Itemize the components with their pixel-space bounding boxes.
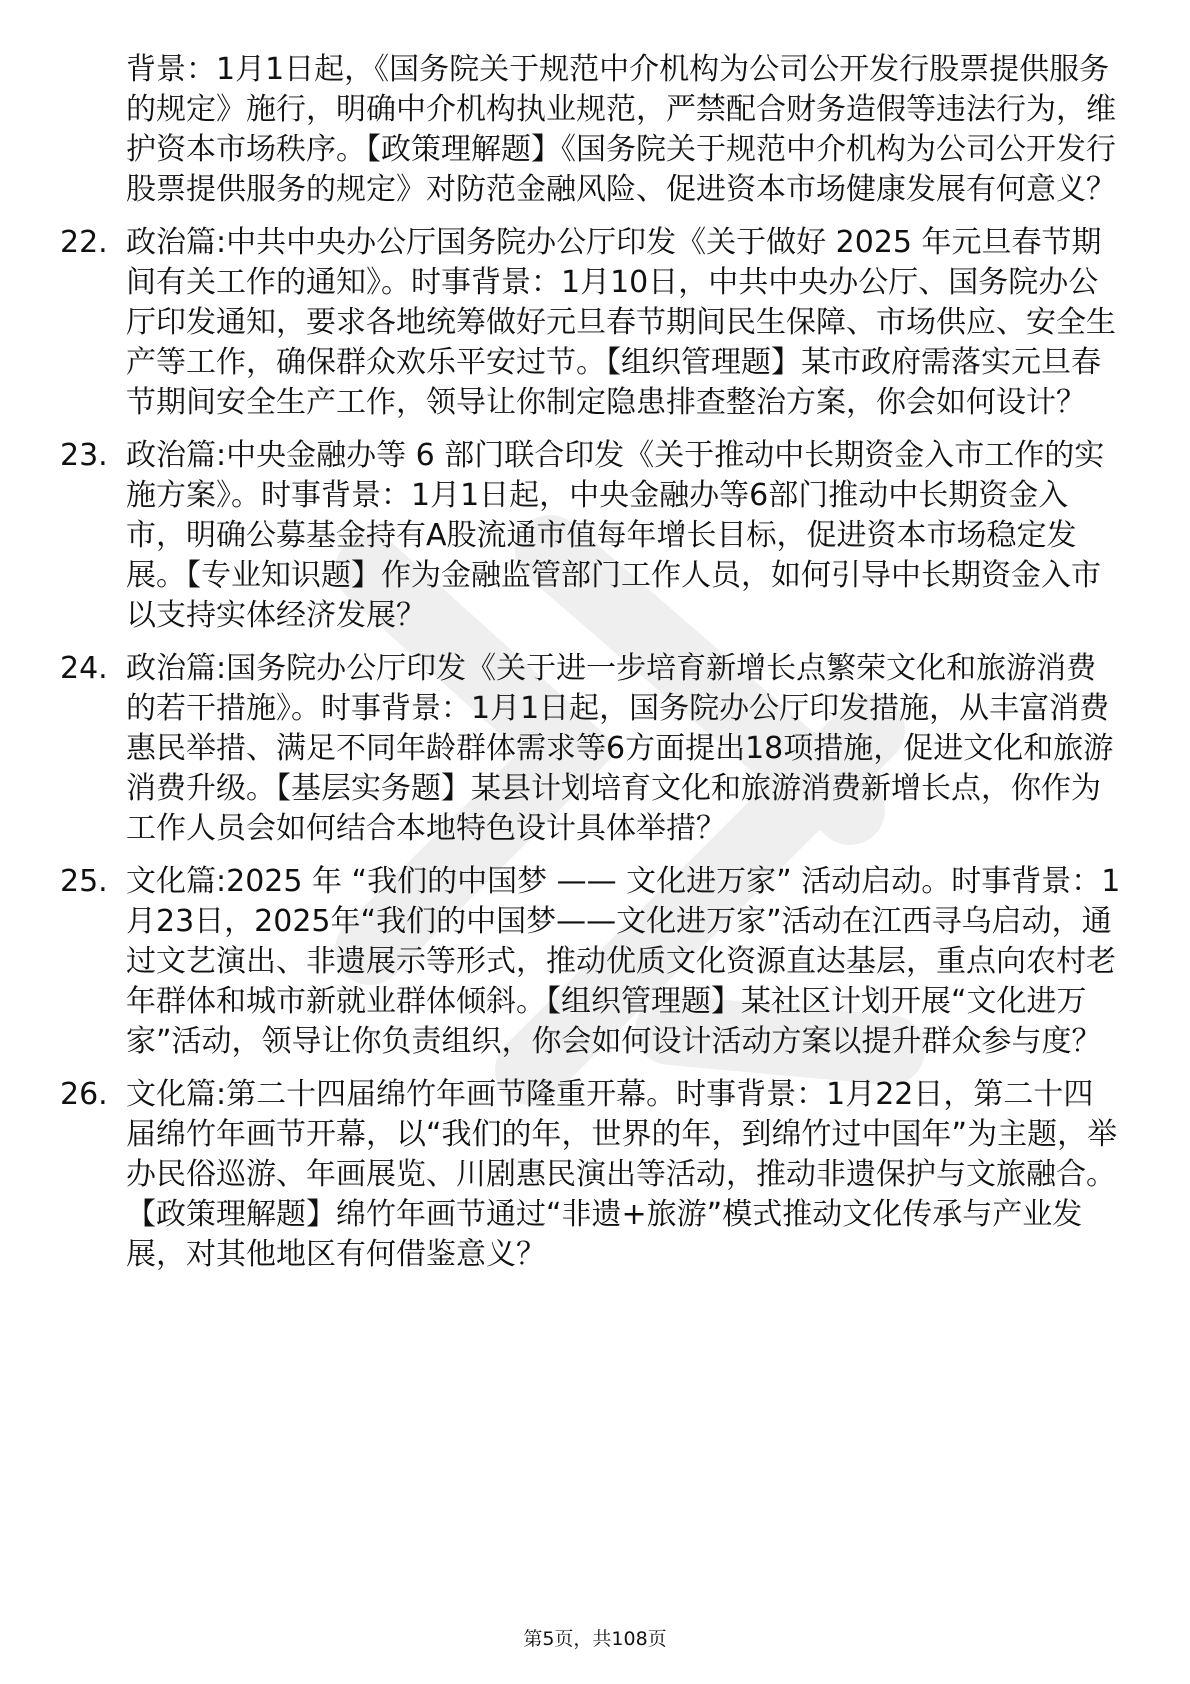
item-text: 政治篇:中央金融办等 6 部门联合印发《关于推动中长期资金入市工作的实施方案》。时事背景：1月1日起，中央金融办等6部门推动中长期资金入市，明确公募基金持有A股流通市值每年增长目标，促进资本市场稳定发展。【专业知识题】作为金融监管部门工作人员，如何引导中长期资金入市以支持实体经济发展？: [126, 438, 1105, 633]
intro-text: 背景：1月1日起，《国务院关于规范中介机构为公司公开发行股票提供服务的规定》施行，明确中介机构执业规范，严禁配合财务造假等违法行为，维护资本市场秩序。【政策理解题】《国务院关于规范中介机构为公司公开发行股票提供服务的规定》对防范金融风险、促进资本市场健康发展有何意义？: [126, 52, 1116, 207]
item-text: 政治篇:中共中央办公厅国务院办公厅印发《关于做好 2025 年元旦春节期间有关工作的通知》。时事背景：1月10日，中共中央办公厅、国务院办公厅印发通知，要求各地统筹做好元旦春节期间民生保障、市场供应、安全生产等工作，确保群众欢乐平安过节。【组织管理题】某市政府需落实元旦春节期间安全生产工作，领导让你制定隐患排查整治方案，你会如何设计？: [126, 225, 1116, 420]
item-number: 23.: [60, 438, 108, 473]
list-item: [60, 223, 1130, 423]
list-item: [60, 649, 1130, 849]
page-number: 第5页，共108页: [523, 1628, 667, 1650]
item-text: 文化篇:2025 年 “我们的中国梦 —— 文化进万家” 活动启动。时事背景：1月23日，2025年“我们的中国梦——文化进万家”活动在江西寻乌启动，通过文艺演出、非遗展示等形式，推动优质文化资源直达基层，重点向农村老年群体和城市新就业群体倾斜。【组织管理题】某社区计划开展“文化进万家”活动，领导让你负责组织，你会如何设计活动方案以提升群众参与度？: [126, 864, 1121, 1059]
item-number: 24.: [60, 651, 108, 686]
question-list: [60, 50, 1130, 1288]
item-text: 文化篇:第二十四届绵竹年画节隆重开幕。时事背景：1月22日，第二十四届绵竹年画节开幕，以“我们的年，世界的年，到绵竹过中国年”为主题，举办民俗巡游、年画展览、川剧惠民演出等活动，推动非遗保护与文旅融合。【政策理解题】绵竹年画节通过“非遗+旅游”模式推动文化传承与产业发展，对其他地区有何借鉴意义？: [126, 1077, 1118, 1272]
list-item: [60, 436, 1130, 636]
item-number: 22.: [60, 225, 108, 260]
item-number: 25.: [60, 864, 108, 899]
item-number: 26.: [60, 1077, 108, 1112]
item-text: 政治篇:国务院办公厅印发《关于进一步培育新增长点繁荣文化和旅游消费的若干措施》。时事背景：1月1日起，国务院办公厅印发措施，从丰富消费惠民举措、满足不同年龄群体需求等6方面提出18项措施，促进文化和旅游消费升级。【基层实务题】某县计划培育文化和旅游消费新增长点，你作为工作人员会如何结合本地特色设计具体举措？: [126, 651, 1114, 846]
list-item: [60, 1075, 1130, 1275]
list-item: [60, 862, 1130, 1062]
intro-continuation: [60, 50, 1130, 210]
